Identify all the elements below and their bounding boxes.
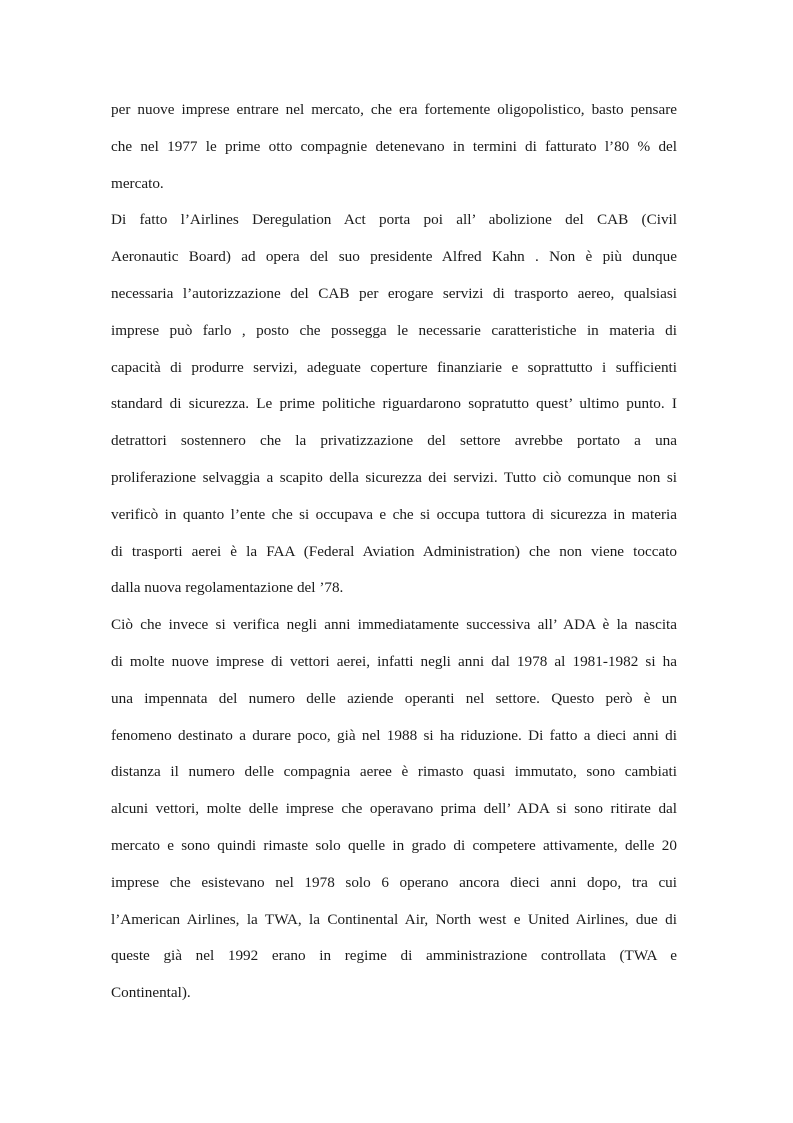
text-line: l’American Airlines, la TWA, la Continental Air, North west e United Airlines, due di	[111, 910, 677, 928]
text-line: imprese che esistevano nel 1978 solo 6 operano ancora dieci anni dopo, tra cui	[111, 873, 677, 891]
text-line: Aeronautic Board) ad opera del suo presidente Alfred Kahn . Non è più dunque	[111, 248, 677, 266]
text-line: verificò in quanto l’ente che si occupava e che si occupa tuttora di sicurezza in materia	[111, 505, 677, 523]
text-line: mercato.	[111, 174, 164, 192]
text-line: distanza il numero delle compagnia aeree è rimasto quasi immutato, sono cambiati	[111, 763, 677, 781]
text-line: Ciò che invece si verifica negli anni immediatamente successiva all’ ADA è la nascita	[111, 616, 677, 634]
text-line: queste già nel 1992 erano in regime di amministrazione controllata (TWA e	[111, 947, 677, 965]
body-text	[111, 92, 677, 1012]
text-line: imprese può farlo , posto che possegga le necessarie caratteristiche in materia di	[111, 321, 677, 339]
text-line: standard di sicurezza. Le prime politiche riguardarono sopratutto quest’ ultimo punto. I	[111, 395, 677, 413]
text-line: capacità di produrre servizi, adeguate coperture finanziarie e soprattutto i sufficienti	[111, 358, 677, 376]
text-line: Continental).	[111, 984, 191, 1002]
text-line: per nuove imprese entrare nel mercato, che era fortemente oligopolistico, basto pensare	[111, 101, 677, 118]
text-line: mercato e sono quindi rimaste solo quelle in grado di competere attivamente, delle 20	[111, 836, 677, 854]
text-line: Di fatto l’Airlines Deregulation Act porta poi all’ abolizione del CAB (Civil	[111, 211, 677, 229]
text-line: fenomeno destinato a durare poco, già nel 1988 si ha riduzione. Di fatto a dieci anni di	[111, 726, 677, 744]
text-line: una impennata del numero delle aziende operanti nel settore. Questo però è un	[111, 689, 677, 707]
text-line: che nel 1977 le prime otto compagnie detenevano in termini di fatturato l’80 % del	[111, 137, 677, 155]
text-line: di trasporti aerei è la FAA (Federal Aviation Administration) che non viene toccato	[111, 542, 677, 560]
text-line: dalla nuova regolamentazione del ’78.	[111, 579, 344, 597]
text-line: di molte nuove imprese di vettori aerei, infatti negli anni dal 1978 al 1981-1982 si ha	[111, 652, 677, 670]
text-line: proliferazione selvaggia a scapito della sicurezza dei servizi. Tutto ciò comunque non si	[111, 468, 677, 486]
text-line: detrattori sostennero che la privatizzazione del settore avrebbe portato a una	[111, 432, 677, 450]
text-line: necessaria l’autorizzazione del CAB per erogare servizi di trasporto aereo, qualsiasi	[111, 284, 677, 302]
text-line: alcuni vettori, molte delle imprese che operavano prima dell’ ADA si sono ritirate dal	[111, 800, 677, 818]
